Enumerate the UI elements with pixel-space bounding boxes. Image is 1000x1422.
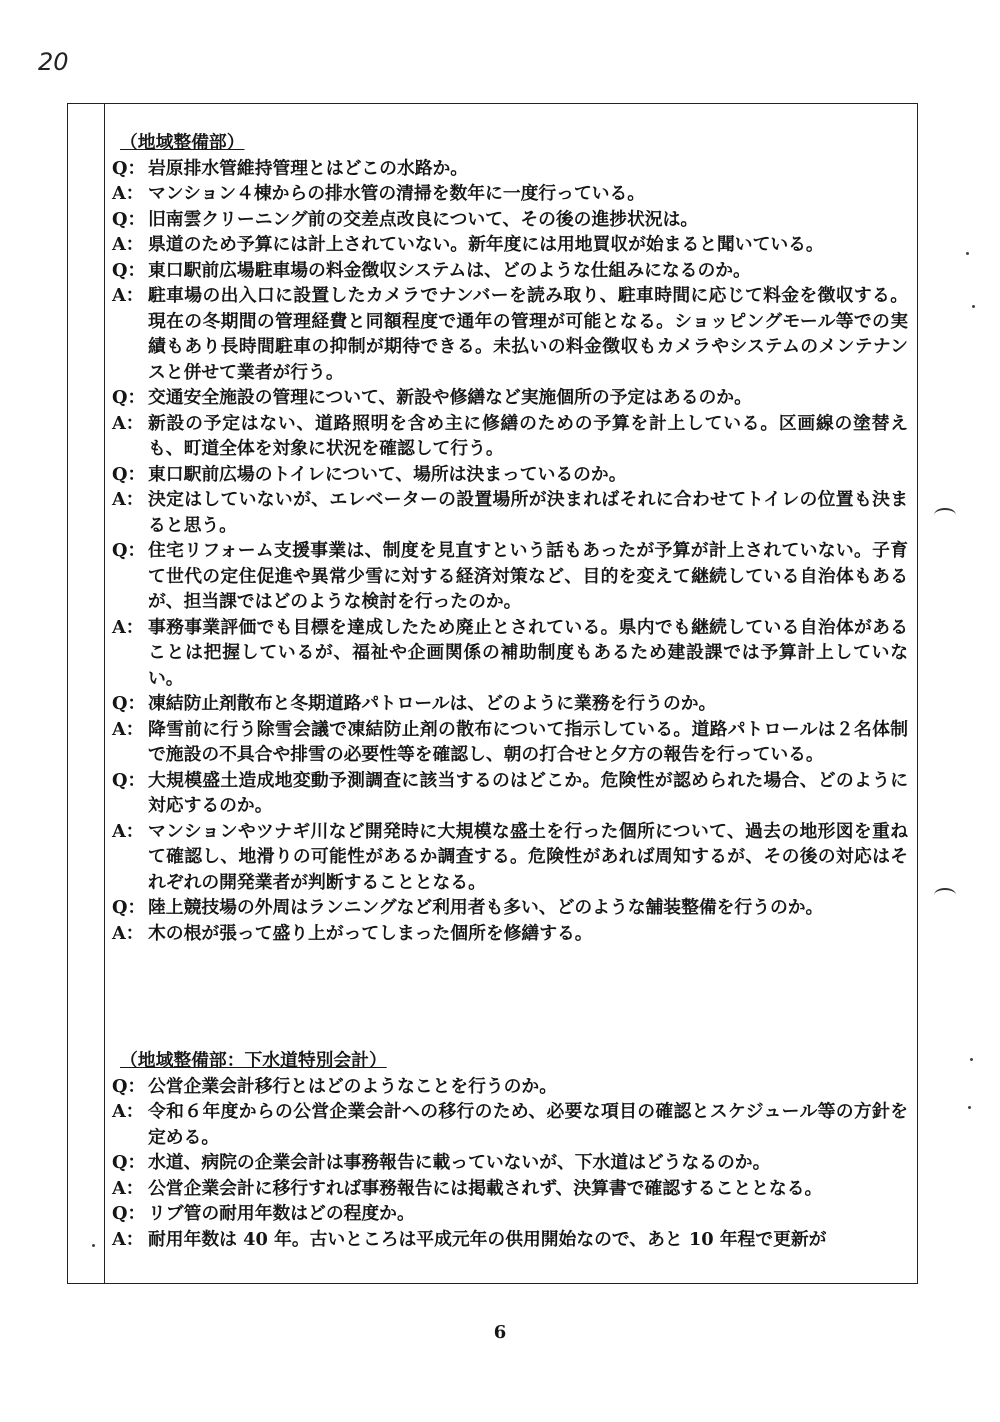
section-heading: （地域整備部）	[120, 132, 245, 153]
question-label: Q：	[112, 769, 146, 791]
question-text: 陸上競技場の外周はランニングなど利用者も多い、どのような舗装整備を行うのか。	[148, 897, 824, 918]
qa-item	[112, 1150, 908, 1176]
answer-text: 耐用年数は 40 年。古いところは平成元年の供用開始なので、あと 10 年程で更新が	[148, 1228, 827, 1250]
answer-text: 木の根が張って盛り上がってしまった個所を修繕する。	[148, 922, 593, 944]
question-text: 公営企業会計移行とはどのようなことを行うのか。	[148, 1075, 557, 1097]
answer-label: A：	[112, 489, 144, 510]
qa-item	[112, 156, 908, 182]
answer-label: A：	[112, 1101, 144, 1122]
scan-speck	[972, 305, 975, 308]
question-text: リブ管の耐用年数はどの程度か。	[148, 1203, 415, 1224]
qa-item	[112, 1227, 908, 1253]
answer-text: マンション４棟からの排水管の清掃を数年に一度行っている。	[148, 183, 646, 204]
section-heading: （地域整備部：下水道特別会計）	[120, 1050, 387, 1071]
question-text: 東口駅前広場のトイレについて、場所は決まっているのか。	[148, 463, 627, 485]
answer-label: A：	[112, 1228, 144, 1250]
question-text: 凍結防止剤散布と冬期道路パトロールは、どのように業務を行うのか。	[148, 693, 717, 714]
page-number: 6	[493, 1322, 507, 1343]
qa-item	[112, 411, 908, 462]
qa-item	[112, 487, 908, 538]
question-text: 水道、病院の企業会計は事務報告に載っていないが、下水道はどうなるのか。	[148, 1152, 771, 1173]
section-spacer	[112, 946, 908, 1048]
qa-item	[112, 207, 908, 233]
answer-text: 決定はしていないが、エレベーターの設置場所が決まればそれに合わせてトイレの位置も決まると思う。	[148, 489, 908, 536]
answer-label: A：	[112, 1177, 144, 1199]
qa-item	[112, 895, 908, 921]
scan-speck	[970, 1058, 973, 1061]
answer-text: マンションやツナギ川など開発時に大規模な盛土を行った個所について、過去の地形図を重ねて確認し、地滑りの可能性があるか調査する。危険性があれば周知するが、その後の対応はそれぞれの開発業者が判断することとなる。	[148, 820, 908, 893]
section-sewerage-special-account	[112, 1048, 908, 1252]
qa-item	[112, 181, 908, 207]
qa-item	[112, 1099, 908, 1150]
qa-item	[112, 462, 908, 488]
qa-item	[112, 258, 908, 284]
question-label: Q：	[112, 897, 146, 918]
qa-item	[112, 921, 908, 947]
answer-text: 駐車場の出入口に設置したカメラでナンバーを読み取り、駐車時間に応じて料金を徴収する。現在の冬期間の管理経費と同額程度で通年の管理が可能となる。ショッピングモール等での実績もあり長時間駐車の抑制が期待できる。未払いの料金徴収もカメラやシステムのメンテナンスと併せて業者が行う。	[148, 285, 908, 383]
qa-item	[112, 538, 908, 615]
section-regional-development	[112, 130, 908, 946]
margin-rule	[104, 103, 105, 1284]
qa-item	[112, 1176, 908, 1202]
answer-text: 県道のため予算には計上されていない。新年度には用地買収が始まると聞いている。	[148, 234, 824, 255]
punch-mark	[934, 888, 956, 902]
question-label: Q：	[112, 1203, 146, 1224]
qa-item	[112, 1074, 908, 1100]
question-text: 大規模盛土造成地変動予測調査に該当するのはどこか。危険性が認められた場合、どのように対応するのか。	[148, 769, 908, 816]
question-text: 東口駅前広場駐車場の料金徴収システムは、どのような仕組みになるのか。	[148, 259, 751, 281]
qa-item	[112, 283, 908, 385]
answer-label: A：	[112, 234, 144, 255]
question-text: 交通安全施設の管理について、新設や修繕など実施個所の予定はあるのか。	[148, 387, 752, 408]
answer-text: 事務事業評価でも目標を達成したため廃止とされている。県内でも継続している自治体があることは把握しているが、福祉や企画関係の補助制度もあるため建設課では予算計上していない。	[148, 616, 908, 689]
question-label: Q：	[112, 387, 146, 408]
answer-label: A：	[112, 616, 144, 638]
answer-label: A：	[112, 285, 144, 306]
question-label: Q：	[112, 208, 146, 230]
scan-speck	[966, 252, 969, 255]
scan-speck	[92, 1244, 95, 1247]
qa-item	[112, 691, 908, 717]
qa-item	[112, 717, 908, 768]
question-text: 旧南雲クリーニング前の交差点改良について、その後の進捗状況は。	[148, 208, 699, 230]
question-label: Q：	[112, 693, 146, 714]
answer-text: 降雪前に行う除雪会議で凍結防止剤の散布について指示している。道路パトロールは２名体制で施設の不具合や排雪の必要性等を確認し、朝の打合せと夕方の報告を行っている。	[148, 718, 908, 765]
question-text: 岩原排水管維持管理とはどこの水路か。	[148, 157, 469, 179]
question-label: Q：	[112, 463, 146, 485]
qa-item	[112, 615, 908, 692]
qa-item	[112, 385, 908, 411]
question-label: Q：	[112, 1152, 146, 1173]
answer-label: A：	[112, 412, 144, 434]
question-label: Q：	[112, 157, 146, 179]
answer-text: 新設の予定はない、道路照明を含め主に修繕のための予算を計上している。区画線の塗替えも、町道全体を対象に状況を確認して行う。	[148, 412, 908, 459]
question-label: Q：	[112, 540, 146, 561]
qa-item	[112, 232, 908, 258]
answer-label: A：	[112, 922, 144, 944]
answer-text: 令和６年度からの公営企業会計への移行のため、必要な項目の確認とスケジュール等の方針を定める。	[148, 1101, 908, 1148]
answer-label: A：	[112, 820, 144, 842]
question-label: Q：	[112, 1075, 146, 1097]
answer-label: A：	[112, 183, 144, 204]
answer-text: 公営企業会計に移行すれば事務報告には掲載されず、決算書で確認することとなる。	[148, 1177, 823, 1199]
qa-item	[112, 768, 908, 819]
handwritten-page-number: 20	[38, 48, 69, 76]
punch-mark	[934, 508, 956, 522]
answer-label: A：	[112, 718, 144, 740]
qa-content	[112, 130, 908, 1252]
question-text: 住宅リフォーム支援事業は、制度を見直すという話もあったが予算が計上されていない。子育て世代の定住促進や異常少雪に対する経済対策など、目的を変えて継続している自治体もあるが、担当課ではどのような検討を行ったのか。	[148, 540, 908, 612]
qa-item	[112, 819, 908, 896]
question-label: Q：	[112, 259, 146, 281]
scan-speck	[968, 1106, 971, 1109]
qa-item	[112, 1201, 908, 1227]
